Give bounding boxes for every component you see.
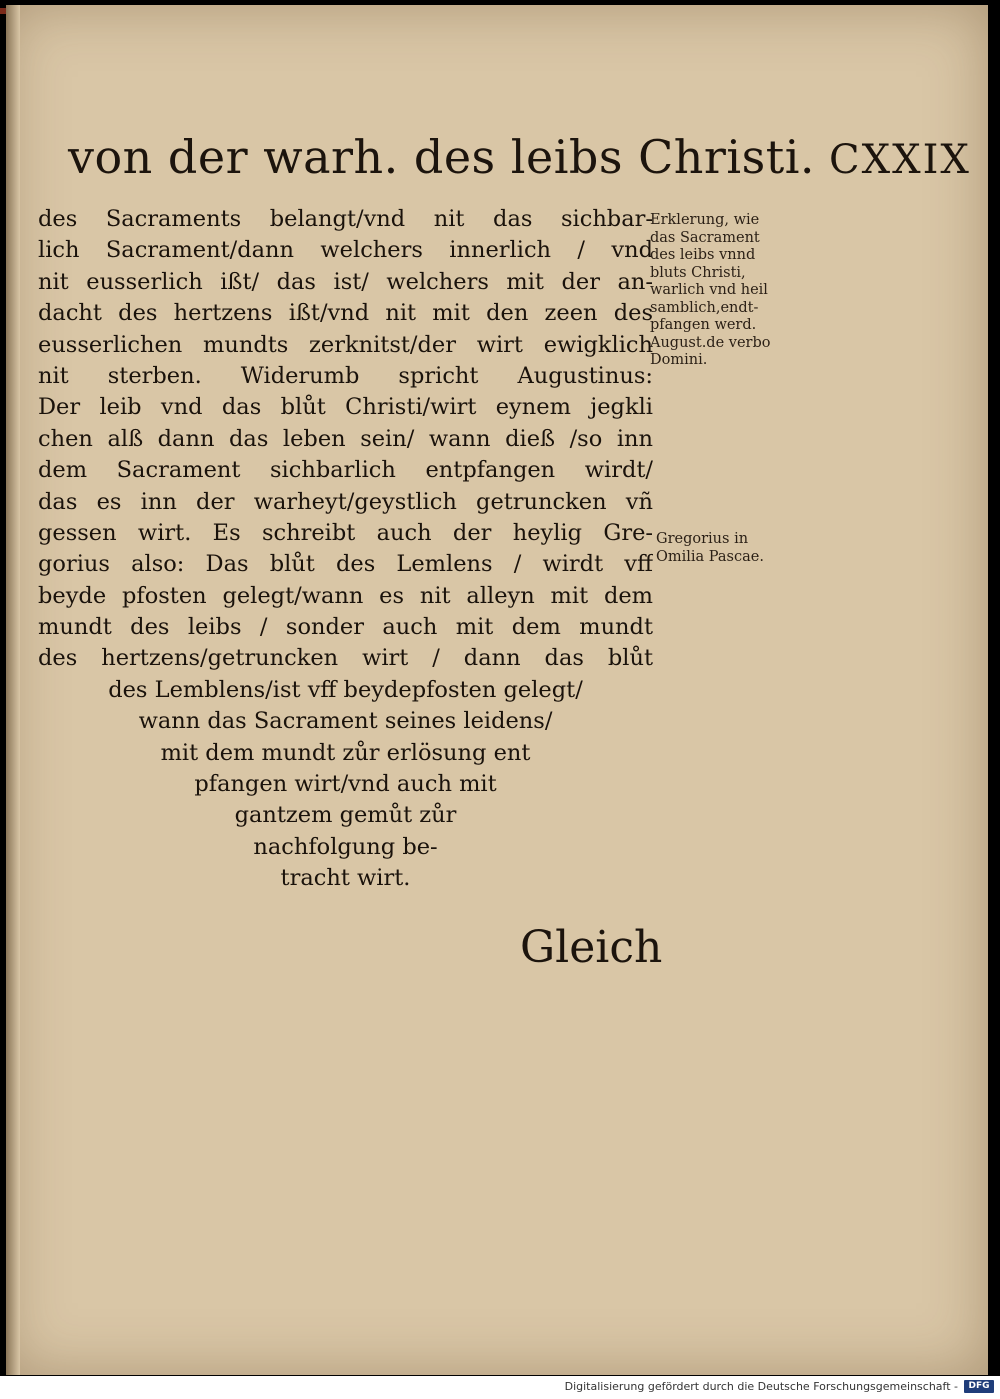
text-line: eusserlichen mundts zerknitst/der wirt ewigklich	[38, 331, 653, 358]
text-line: mundt des leibs / sonder auch mit dem mundt	[38, 614, 653, 641]
marginal-note-line: das Sacrament	[650, 229, 760, 246]
marginal-note-line: Erklerung, wie	[650, 212, 760, 228]
text-line: gantzem gemůt zůr	[234, 802, 457, 829]
text-line: wann das Sacrament seines leidens/	[138, 708, 553, 735]
marginal-note-line: Omilia Pascae.	[656, 548, 764, 565]
marginal-note-line: Gregorius in	[656, 531, 749, 547]
text-line: nit eusserlich ißt/ das ist/ welchers mit der an-	[38, 268, 653, 295]
text-line: des Lemblens/ist vff beydepfosten gelegt/	[108, 676, 583, 703]
text-line: nachfolgung be-	[253, 833, 438, 860]
running-head-title: von der warh. des leibs Christi.	[68, 130, 816, 184]
text-line: des hertzens/getruncken wirt / dann das blůt	[38, 645, 653, 672]
text-line: gorius also: Das blůt des Lemlens / wirdt vff	[38, 551, 653, 578]
text-line: pfangen wirt/vnd auch mit	[194, 771, 497, 798]
text-line: mit dem mundt zůr erlösung ent	[160, 739, 531, 766]
text-line: gessen wirt. Es schreibt auch der heylig Gre-	[38, 519, 653, 546]
running-head	[68, 130, 971, 200]
text-line: das es inn der warheyt/geystlich getruncken vñ	[38, 488, 653, 515]
main-text-block	[38, 204, 653, 895]
text-line: Der leib vnd das blůt Christi/wirt eynem jegkli	[38, 394, 653, 421]
marginal-note-line: August.de verbo	[650, 334, 771, 351]
marginal-note-line: samblich,endt-	[650, 299, 759, 316]
page-gutter-edge	[6, 5, 20, 1375]
text-line: des Sacraments belangt/vnd nit das sichbar-	[38, 206, 653, 232]
funding-notice: Digitalisierung gefördert durch die Deutsche Forschungsgemeinschaft -	[564, 1380, 958, 1393]
dfg-logo: DFG	[964, 1380, 994, 1393]
text-line: nit sterben. Widerumb spricht Augustinus:	[38, 362, 653, 389]
marginal-note-line: des leibs vnnd	[650, 247, 756, 263]
catchword: Gleich	[520, 922, 663, 973]
marginal-note-line: Domini.	[650, 352, 708, 368]
text-line: beyde pfosten gelegt/wann es nit alleyn mit dem	[38, 582, 653, 609]
marginal-note-line: pfangen werd.	[650, 317, 757, 333]
text-line: dem Sacrament sichbarlich entpfangen wirdt/	[38, 457, 653, 484]
folio-number: CXXIX	[829, 137, 971, 183]
text-line: chen alß dann das leben sein/ wann dieß /so inn	[38, 425, 653, 452]
marginal-note-gregorius	[656, 531, 821, 566]
marginal-note-line: bluts Christi,	[650, 264, 746, 281]
marginal-note-explanation	[650, 212, 815, 370]
text-line: tracht wirt.	[280, 865, 411, 892]
text-line: dacht des hertzens ißt/vnd nit mit den zeen des	[38, 300, 653, 327]
marginal-note-line: warlich vnd heil	[650, 282, 768, 298]
text-line: lich Sacrament/dann welchers innerlich / vnd	[38, 237, 653, 264]
footer-bar	[0, 1376, 1000, 1399]
